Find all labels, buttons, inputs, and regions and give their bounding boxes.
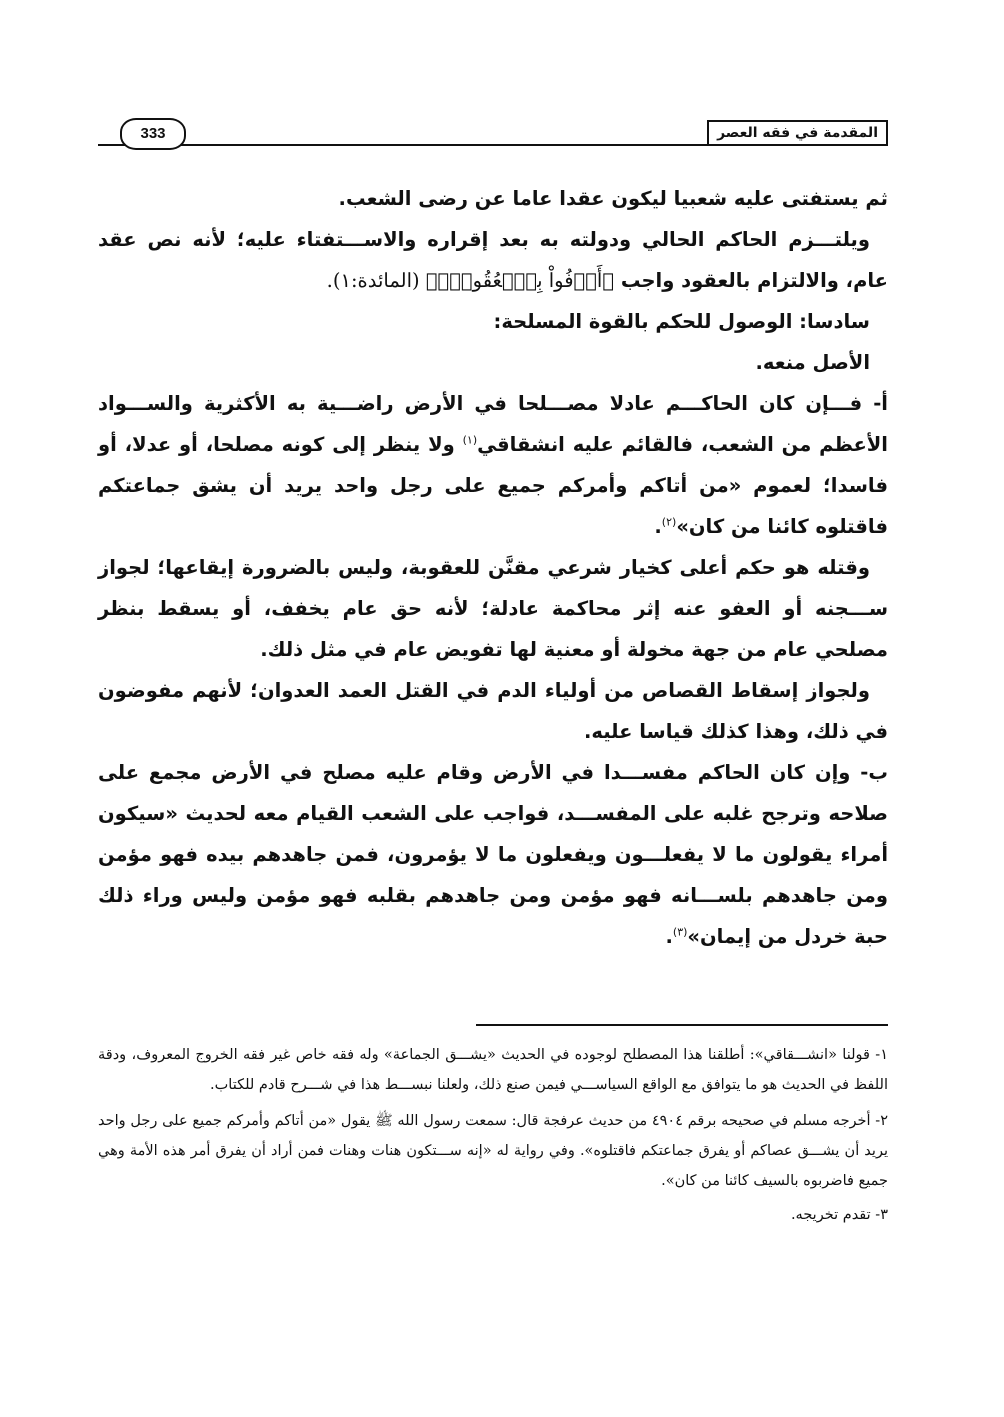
- running-header: [98, 120, 888, 148]
- paragraph-referendum: ثم يستفتى عليه شعبيا ليكون عقدا عاما عن رضى الشعب.: [338, 187, 888, 210]
- quran-citation: (المائدة:١).: [326, 269, 426, 292]
- book-title: المقدمة في فقه العصر: [707, 120, 888, 144]
- paragraph-obligation: [98, 219, 888, 301]
- quran-verse: ﴿أَوۡفُواْ بِٱلۡعُقُودِۚ﴾: [425, 269, 615, 292]
- footnote-1: ١- قولنا «انشـــقاقي»: أطلقنا هذا المصطلح لوجوده في الحديث «يشـــق الجماعة» وله فقه خاص غير فقه الخروج المعروف، ودقة اللفظ في الحديث هو ما يتوافق مع الواقع السياســـي فيمن صنع ذلك، ولعلنا نبســـط هذا في شـــرح قادم للكتاب.: [98, 1047, 888, 1093]
- footnote-3: ٣- تقدم تخريجه.: [790, 1207, 888, 1223]
- case-b-end: .: [665, 925, 673, 948]
- case-b-text: ب- وإن كان الحاكم مفســـدا في الأرض وقام عليه مصلح في الأرض مجمع على صلاحه وترجح غلبه على المفســـد، فواجب على الشعب القيام معه لحديث «سيكون أمراء يقولون ما لا يفعلـــون ويفعلون ما لا يؤمرون، فمن جاهدهم بيده فهو مؤمن ومن جاهدهم بلســـانه فهو مؤمن ومن جاهدهم بقلبه فهو مؤمن وليس وراء ذلك حبة خردل من إيمان»: [98, 761, 888, 948]
- footnote-2-text-2: يقول «من أتاكم وأمركم جميع على رجل واحد يريد أن يشـــق عصاكم أو يفرق جماعتكم فاقتلوه». وفي رواية له «إنه ســـتكون هنات وهنات فمن أراد أن يفرق أمر هذه الأمة وهي جميع فاضربوه بالسيف كائنا من كان».: [98, 1113, 888, 1189]
- footnote-divider: [476, 1024, 888, 1026]
- footnote-2-text-1: ٢- أخرجه مسلم في صحيحه برقم ٤٩٠٤ من حديث عرفجة قال: سمعت رسول الله: [392, 1113, 888, 1129]
- obligation-text: ويلتـــزم الحاكم الحالي ودولته به بعد إقراره والاســـتفتاء عليه؛ لأنه نص عقد عام، والالتزام بالعقود واجب: [98, 228, 888, 292]
- header-rule: [98, 144, 888, 146]
- main-text: [98, 178, 888, 957]
- paragraph-killing-ruling: وقتله هو حكم أعلى كخيار شرعي مقنَّن للعقوبة، وليس بالضرورة إيقاعها؛ لجواز ســـجنه أو العفو عنه إثر محاكمة عادلة؛ لأنه حق عام يخفف، أو يسقط بنظر مصلحي عام من جهة مخولة أو معنية لها تفويض عام في مثل ذلك.: [98, 556, 888, 661]
- paragraph-case-a: [98, 383, 888, 547]
- paragraph-case-b: [98, 752, 888, 957]
- case-a-text-2: ولا ينظر إلى كونه مصلحا، أو عدلا، أو فاسدا؛ لعموم «من أتاكم وأمركم جميع على رجل واحد يريد أن يشق جماعتكم فاقتلوه كائنا من كان»: [98, 433, 888, 538]
- case-a-text-1: أ- فـــإن كان الحاكـــم عادلا مصـــلحا في الأرض راضـــية به الأكثرية والســـواد الأعظم من الشعب، فالقائم عليه انشقاقي: [98, 392, 888, 456]
- footnote-ref-3[interactable]: (٣): [672, 925, 688, 939]
- paragraph-qisas: ولجواز إسقاط القصاص من أولياء الدم في القتل العمد العدوان؛ لأنهم مفوضون في ذلك، وهذا كذلك قياسا عليه.: [98, 679, 888, 743]
- footnote-ref-1[interactable]: (١): [462, 433, 478, 447]
- section-heading-armed-force: سادسا: الوصول للحكم بالقوة المسلحة:: [493, 310, 870, 333]
- page-number: 333: [120, 118, 186, 150]
- principle-line: الأصل منعه.: [755, 351, 870, 374]
- footnote-ref-2[interactable]: (٢): [661, 515, 677, 529]
- footnotes: [98, 1040, 888, 1234]
- footnote-2: [98, 1106, 888, 1196]
- case-a-end: .: [654, 515, 662, 538]
- salutation-symbol: ﷺ: [375, 1113, 393, 1129]
